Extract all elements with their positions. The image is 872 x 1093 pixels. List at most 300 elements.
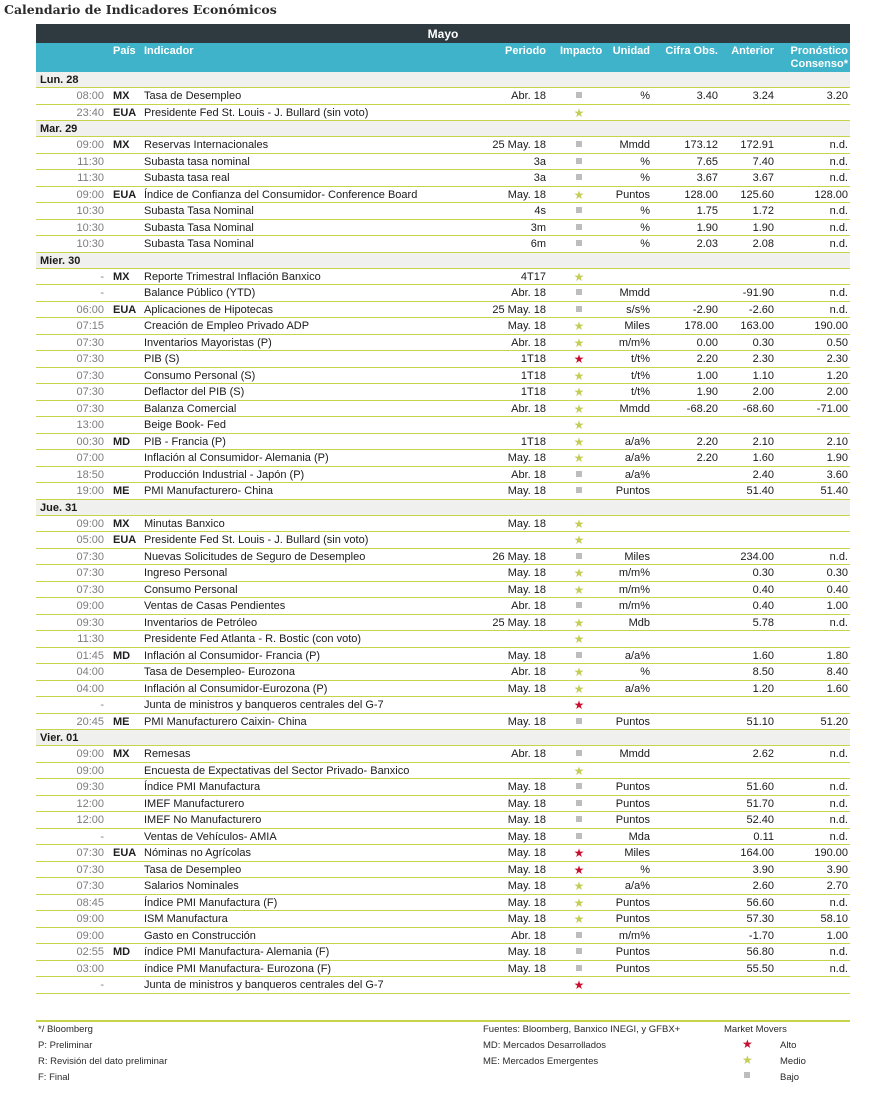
indicator-cell: Tasa de Desempleo bbox=[144, 863, 242, 876]
previous-cell: 1.72 bbox=[752, 205, 774, 217]
impact-low-icon bbox=[572, 467, 586, 483]
period-cell: May. 18 bbox=[507, 682, 546, 695]
unit-cell: Mmdd bbox=[619, 139, 650, 151]
previous-cell: 1.90 bbox=[752, 221, 774, 234]
previous-cell: 51.10 bbox=[746, 715, 774, 728]
indicator-cell: PMI Manufacturero Caixin- China bbox=[144, 715, 307, 728]
indicator-cell: Subasta tasa real bbox=[144, 172, 230, 184]
observed-cell: -2.90 bbox=[692, 303, 718, 316]
period-cell: Abr. 18 bbox=[511, 336, 546, 349]
consensus-cell: n.d. bbox=[829, 814, 848, 826]
impact-medium-star-icon: ★ bbox=[573, 335, 585, 350]
country-cell: EUA bbox=[113, 106, 137, 119]
consensus-cell: n.d. bbox=[829, 896, 848, 909]
indicator-cell: Subasta Tasa Nominal bbox=[144, 238, 254, 250]
table-row bbox=[36, 532, 850, 549]
indicator-cell: Balance Público (YTD) bbox=[144, 287, 256, 299]
table-row bbox=[36, 812, 850, 829]
period-cell: May. 18 bbox=[507, 320, 546, 332]
consensus-cell: n.d. bbox=[829, 781, 848, 793]
consensus-cell: n.d. bbox=[829, 797, 848, 810]
col-obs: Cifra Obs. bbox=[665, 45, 718, 57]
table-row bbox=[36, 368, 850, 385]
indicator-cell: Inventarios Mayoristas (P) bbox=[144, 336, 272, 349]
day-label: Mier. 30 bbox=[40, 254, 81, 267]
time-cell: 07:30 bbox=[76, 880, 104, 892]
time-cell: 09:00 bbox=[76, 764, 104, 777]
consensus-cell: 1.90 bbox=[826, 452, 848, 464]
consensus-cell: n.d. bbox=[829, 946, 848, 958]
previous-cell: 8.50 bbox=[752, 666, 774, 678]
footnote-revision: R: Revisión del dato preliminar bbox=[38, 1056, 168, 1067]
unit-cell: Puntos bbox=[615, 962, 650, 975]
previous-cell: 2.62 bbox=[752, 748, 774, 760]
country-cell: EUA bbox=[113, 303, 137, 316]
table-row bbox=[36, 697, 850, 714]
unit-cell: t/t% bbox=[631, 353, 650, 365]
consensus-cell: n.d. bbox=[829, 748, 848, 760]
table-row bbox=[36, 483, 850, 500]
period-cell: 1T18 bbox=[520, 435, 546, 448]
unit-cell: % bbox=[640, 238, 650, 250]
indicator-cell: Nuevas Solicitudes de Seguro de Desempleo bbox=[144, 550, 366, 563]
unit-cell: t/t% bbox=[631, 369, 650, 382]
indicator-cell: Junta de ministros y banqueros centrales del G-7 bbox=[144, 699, 384, 711]
previous-cell: 2.10 bbox=[752, 435, 774, 448]
day-header-row bbox=[36, 500, 850, 516]
consensus-cell: n.d. bbox=[829, 616, 848, 629]
impact-medium-star-icon: ★ bbox=[573, 533, 585, 547]
footnote-sources: Fuentes: Bloomberg, Banxico INEGI, y GFBX+ bbox=[483, 1024, 681, 1035]
impact-medium-star-icon: ★ bbox=[573, 187, 585, 202]
day-label: Mar. 29 bbox=[40, 123, 78, 135]
impact-medium-star-icon: ★ bbox=[573, 385, 585, 399]
impact-medium-star-icon: ★ bbox=[573, 681, 585, 696]
previous-cell: 1.10 bbox=[752, 369, 774, 382]
period-cell: Abr. 18 bbox=[511, 748, 546, 760]
col-consenso-line2: Consenso* bbox=[790, 58, 848, 70]
indicator-cell: PMI Manufacturero- China bbox=[144, 485, 273, 497]
country-cell: MX bbox=[113, 139, 130, 151]
impact-high-star-icon: ★ bbox=[573, 698, 585, 712]
time-cell: 06:00 bbox=[76, 303, 104, 316]
unit-cell: Mdb bbox=[628, 616, 650, 629]
unit-cell: Puntos bbox=[615, 896, 650, 909]
period-cell: Abr. 18 bbox=[511, 929, 546, 942]
indicator-cell: PIB (S) bbox=[144, 353, 180, 365]
consensus-cell: 58.10 bbox=[820, 913, 848, 925]
impact-medium-star-icon: ★ bbox=[573, 451, 585, 465]
time-cell: 09:00 bbox=[76, 913, 104, 925]
table-row bbox=[36, 911, 850, 928]
consensus-cell: 0.40 bbox=[826, 583, 848, 596]
consensus-cell: n.d. bbox=[829, 287, 848, 299]
time-cell: 09:00 bbox=[76, 929, 104, 942]
unit-cell: a/a% bbox=[624, 435, 650, 448]
period-cell: 25 May. 18 bbox=[492, 616, 546, 629]
consensus-cell: 2.30 bbox=[826, 353, 848, 365]
impact-medium-star-icon: ★ bbox=[573, 418, 585, 432]
table-row bbox=[36, 664, 850, 681]
period-cell: May. 18 bbox=[507, 913, 546, 925]
period-cell: Abr. 18 bbox=[511, 468, 546, 481]
consensus-cell: 2.00 bbox=[826, 386, 848, 398]
indicator-cell: Remesas bbox=[144, 748, 191, 760]
consensus-cell: 1.60 bbox=[826, 682, 848, 695]
previous-cell: -2.60 bbox=[748, 303, 774, 316]
period-cell: 3a bbox=[533, 155, 546, 168]
time-cell: 07:30 bbox=[76, 353, 104, 365]
legend-alto-icon: ★ bbox=[742, 1037, 753, 1051]
table-row bbox=[36, 878, 850, 895]
country-cell: EUA bbox=[113, 534, 137, 546]
table-row bbox=[36, 845, 850, 862]
previous-cell: 56.80 bbox=[746, 946, 774, 958]
previous-cell: 51.40 bbox=[746, 485, 774, 497]
previous-cell: 0.40 bbox=[752, 600, 774, 612]
period-cell: 4s bbox=[534, 205, 546, 217]
time-cell: 09:00 bbox=[76, 748, 104, 760]
time-cell: - bbox=[100, 287, 104, 299]
unit-cell: Puntos bbox=[615, 797, 650, 810]
table-row bbox=[36, 714, 850, 731]
time-cell: 11:30 bbox=[77, 155, 104, 168]
observed-cell: 2.03 bbox=[696, 238, 718, 250]
previous-cell: 3.24 bbox=[752, 90, 774, 102]
consensus-cell: 1.20 bbox=[826, 369, 848, 382]
consensus-cell: 3.60 bbox=[826, 468, 848, 481]
day-label: Vier. 01 bbox=[40, 732, 79, 744]
table-row bbox=[36, 631, 850, 648]
time-cell: 07:30 bbox=[76, 386, 104, 398]
impact-low-icon bbox=[572, 812, 586, 828]
impact-medium-star-icon: ★ bbox=[573, 434, 585, 449]
previous-cell: -91.90 bbox=[742, 287, 774, 299]
time-cell: 07:30 bbox=[76, 567, 104, 579]
unit-cell: Miles bbox=[624, 550, 650, 563]
country-cell: MX bbox=[113, 90, 130, 102]
indicator-cell: Creación de Empleo Privado ADP bbox=[144, 320, 310, 332]
impact-low-icon bbox=[572, 170, 586, 186]
period-cell: 6m bbox=[530, 238, 546, 250]
impact-high-star-icon: ★ bbox=[573, 352, 585, 366]
time-cell: 09:00 bbox=[76, 517, 104, 530]
unit-cell: Puntos bbox=[615, 715, 650, 728]
consensus-cell: 8.40 bbox=[826, 666, 848, 678]
consensus-cell: -71.00 bbox=[816, 402, 848, 415]
indicators-table bbox=[36, 24, 850, 994]
previous-cell: 2.30 bbox=[752, 353, 774, 365]
table-row bbox=[36, 779, 850, 796]
indicator-cell: Índice PMI Manufactura bbox=[144, 781, 261, 793]
table-row bbox=[36, 220, 850, 237]
impact-low-icon bbox=[572, 598, 586, 614]
indicator-cell: Subasta tasa nominal bbox=[144, 155, 250, 168]
time-cell: 07:30 bbox=[76, 369, 104, 382]
impact-medium-star-icon: ★ bbox=[573, 879, 585, 893]
consensus-cell: 2.70 bbox=[826, 880, 848, 892]
indicator-cell: Nóminas no Agrícolas bbox=[144, 847, 251, 859]
indicator-cell: Presidente Fed St. Louis - J. Bullard (sin voto) bbox=[144, 534, 369, 546]
time-cell: 11:30 bbox=[77, 633, 104, 645]
previous-cell: -68.60 bbox=[742, 402, 774, 415]
consensus-cell: n.d. bbox=[829, 830, 848, 843]
time-cell: 07:15 bbox=[76, 320, 104, 332]
period-cell: May. 18 bbox=[507, 863, 546, 876]
unit-cell: Mmdd bbox=[619, 402, 650, 415]
consensus-cell: 128.00 bbox=[814, 188, 848, 201]
impact-low-icon bbox=[572, 928, 586, 944]
country-cell: EUA bbox=[113, 847, 137, 859]
table-row bbox=[36, 648, 850, 665]
unit-cell: % bbox=[640, 172, 650, 184]
time-cell: 01:45 bbox=[76, 649, 104, 662]
unit-cell: % bbox=[640, 666, 650, 678]
consensus-cell: 51.20 bbox=[820, 715, 848, 728]
table-row bbox=[36, 203, 850, 220]
previous-cell: 125.60 bbox=[740, 188, 774, 201]
table-row bbox=[36, 944, 850, 961]
time-cell: 02:55 bbox=[76, 946, 104, 958]
impact-low-icon bbox=[572, 746, 586, 762]
previous-cell: 56.60 bbox=[746, 896, 774, 909]
indicator-cell: Inflación al Consumidor- Francia (P) bbox=[144, 649, 321, 662]
consensus-cell: 2.10 bbox=[826, 435, 848, 448]
time-cell: 07:00 bbox=[76, 452, 104, 464]
time-cell: 08:45 bbox=[76, 896, 104, 909]
impact-medium-star-icon: ★ bbox=[573, 368, 585, 383]
previous-cell: 172.91 bbox=[740, 139, 774, 151]
period-cell: 3m bbox=[530, 221, 546, 234]
indicator-cell: Consumo Personal (S) bbox=[144, 369, 256, 382]
period-cell: May. 18 bbox=[507, 567, 546, 579]
time-cell: 08:00 bbox=[76, 90, 104, 102]
impact-medium-star-icon: ★ bbox=[573, 615, 585, 630]
indicator-cell: Salarios Nominales bbox=[144, 880, 239, 892]
footnote-preliminar: P: Preliminar bbox=[38, 1040, 93, 1051]
impact-low-icon bbox=[572, 137, 586, 153]
impact-high-star-icon: ★ bbox=[573, 846, 585, 860]
indicator-cell: IMEF No Manufacturero bbox=[144, 814, 262, 826]
time-cell: 07:30 bbox=[76, 336, 104, 349]
previous-cell: 164.00 bbox=[740, 847, 774, 859]
period-cell: 26 May. 18 bbox=[492, 550, 546, 563]
table-row bbox=[36, 154, 850, 171]
impact-medium-star-icon: ★ bbox=[573, 895, 585, 910]
time-cell: 10:30 bbox=[76, 205, 104, 217]
impact-medium-star-icon: ★ bbox=[573, 912, 585, 926]
col-periodo: Periodo bbox=[505, 45, 546, 57]
indicator-cell: Ventas de Vehículos- AMIA bbox=[144, 830, 277, 843]
indicator-cell: Reservas Internacionales bbox=[144, 139, 269, 151]
observed-cell: 178.00 bbox=[684, 320, 718, 332]
period-cell: May. 18 bbox=[507, 188, 546, 201]
indicator-cell: Reporte Trimestral Inflación Banxico bbox=[144, 270, 321, 283]
impact-low-icon bbox=[572, 220, 586, 236]
table-row bbox=[36, 434, 850, 451]
time-cell: 10:30 bbox=[76, 238, 104, 250]
col-pais: País bbox=[113, 45, 136, 57]
period-cell: 25 May. 18 bbox=[492, 139, 546, 151]
previous-cell: 163.00 bbox=[740, 320, 774, 332]
time-cell: 09:00 bbox=[76, 139, 104, 151]
period-cell: Abr. 18 bbox=[511, 90, 546, 102]
time-cell: 07:30 bbox=[76, 550, 104, 563]
previous-cell: 234.00 bbox=[740, 550, 774, 563]
country-cell: MX bbox=[113, 748, 130, 760]
indicator-cell: Encuesta de Expectativas del Sector Privado- Banxico bbox=[144, 764, 410, 777]
unit-cell: % bbox=[640, 205, 650, 217]
time-cell: 09:30 bbox=[76, 616, 104, 629]
previous-cell: 0.30 bbox=[752, 336, 774, 349]
unit-cell: Puntos bbox=[615, 913, 650, 925]
col-unidad: Unidad bbox=[612, 45, 650, 57]
previous-cell: 1.20 bbox=[752, 682, 774, 695]
indicator-cell: Junta de ministros y banqueros centrales del G-7 bbox=[144, 979, 384, 991]
impact-medium-star-icon: ★ bbox=[573, 582, 585, 597]
indicator-cell: Tasa de Desempleo- Eurozona bbox=[144, 666, 296, 678]
country-cell: MD bbox=[113, 435, 131, 448]
time-cell: 07:30 bbox=[76, 583, 104, 596]
unit-cell: Puntos bbox=[615, 781, 650, 793]
consensus-cell: n.d. bbox=[829, 550, 848, 563]
table-row bbox=[36, 401, 850, 418]
previous-cell: 5.78 bbox=[752, 616, 774, 629]
day-header-row bbox=[36, 72, 850, 88]
unit-cell: Puntos bbox=[615, 188, 650, 201]
unit-cell: t/t% bbox=[631, 386, 650, 398]
period-cell: Abr. 18 bbox=[511, 287, 546, 299]
table-row bbox=[36, 105, 850, 122]
table-row bbox=[36, 450, 850, 467]
unit-cell: a/a% bbox=[624, 468, 650, 481]
time-cell: 23:40 bbox=[76, 106, 104, 119]
impact-low-icon bbox=[572, 714, 586, 730]
month-header: Mayo bbox=[36, 24, 850, 43]
indicator-cell: Minutas Banxico bbox=[144, 517, 225, 530]
time-cell: 07:30 bbox=[76, 402, 104, 415]
impact-medium-star-icon: ★ bbox=[573, 401, 585, 416]
observed-cell: 2.20 bbox=[696, 353, 718, 365]
impact-low-icon bbox=[572, 779, 586, 795]
observed-cell: 7.65 bbox=[696, 155, 718, 168]
unit-cell: m/m% bbox=[618, 336, 650, 349]
indicator-cell: Ventas de Casas Pendientes bbox=[144, 600, 286, 612]
previous-cell: 1.60 bbox=[752, 452, 774, 464]
unit-cell: Mmdd bbox=[619, 748, 650, 760]
market-movers-title: Market Movers bbox=[724, 1024, 787, 1035]
indicator-cell: Ingreso Personal bbox=[144, 567, 228, 579]
indicator-cell: Beige Book- Fed bbox=[144, 419, 226, 431]
observed-cell: -68.20 bbox=[686, 402, 718, 415]
previous-cell: 52.40 bbox=[746, 814, 774, 826]
consensus-cell: 51.40 bbox=[820, 485, 848, 497]
indicator-cell: Gasto en Construcción bbox=[144, 929, 256, 942]
unit-cell: Mda bbox=[628, 830, 650, 843]
observed-cell: 3.40 bbox=[696, 90, 718, 102]
country-cell: MX bbox=[113, 270, 130, 283]
period-cell: May. 18 bbox=[507, 485, 546, 497]
time-cell: 12:00 bbox=[76, 797, 104, 810]
consensus-cell: 0.30 bbox=[826, 567, 848, 579]
period-cell: May. 18 bbox=[507, 880, 546, 892]
consensus-cell: 3.20 bbox=[826, 90, 848, 102]
consensus-cell: n.d. bbox=[829, 221, 848, 234]
day-header-row bbox=[36, 730, 850, 746]
consensus-cell: 1.80 bbox=[826, 649, 848, 662]
col-impacto: Impacto bbox=[560, 45, 603, 57]
impact-medium-star-icon: ★ bbox=[573, 566, 585, 580]
table-row bbox=[36, 467, 850, 484]
consensus-cell: n.d. bbox=[829, 155, 848, 168]
consensus-cell: 0.50 bbox=[826, 336, 848, 349]
table-row bbox=[36, 516, 850, 533]
impact-low-icon bbox=[572, 203, 586, 219]
indicator-cell: Producción Industrial - Japón (P) bbox=[144, 468, 305, 481]
legend-alto-label: Alto bbox=[780, 1040, 797, 1051]
time-cell: 11:30 bbox=[77, 172, 104, 184]
unit-cell: % bbox=[640, 90, 650, 102]
table-row bbox=[36, 582, 850, 599]
table-row bbox=[36, 351, 850, 368]
observed-cell: 2.20 bbox=[696, 435, 718, 448]
time-cell: 09:30 bbox=[76, 781, 104, 793]
time-cell: 04:00 bbox=[76, 666, 104, 678]
period-cell: May. 18 bbox=[507, 649, 546, 662]
previous-cell: 2.00 bbox=[752, 386, 774, 398]
indicator-cell: ISM Manufactura bbox=[144, 913, 228, 925]
impact-low-icon bbox=[572, 285, 586, 301]
table-row bbox=[36, 977, 850, 994]
consensus-cell: n.d. bbox=[829, 139, 848, 151]
period-cell: May. 18 bbox=[507, 781, 546, 793]
table-row bbox=[36, 895, 850, 912]
footnote-md: MD: Mercados Desarrollados bbox=[483, 1040, 607, 1051]
consensus-cell: 1.00 bbox=[826, 600, 848, 612]
indicator-cell: Índice PMI Manufactura (F) bbox=[144, 896, 278, 909]
table-row bbox=[36, 137, 850, 154]
table-row bbox=[36, 746, 850, 763]
indicator-cell: PIB - Francia (P) bbox=[144, 435, 226, 448]
previous-cell: 0.30 bbox=[752, 567, 774, 579]
consensus-cell: 3.90 bbox=[826, 863, 848, 876]
observed-cell: 1.90 bbox=[696, 221, 718, 234]
table-row bbox=[36, 598, 850, 615]
col-indicador: Indicador bbox=[144, 45, 194, 57]
unit-cell: Puntos bbox=[615, 814, 650, 826]
col-anterior: Anterior bbox=[731, 45, 774, 57]
time-cell: 20:45 bbox=[76, 715, 104, 728]
table-row bbox=[36, 269, 850, 286]
table-row bbox=[36, 335, 850, 352]
observed-cell: 2.20 bbox=[696, 452, 718, 464]
unit-cell: Miles bbox=[624, 320, 650, 332]
table-row bbox=[36, 681, 850, 698]
period-cell: May. 18 bbox=[507, 962, 546, 975]
period-cell: 1T18 bbox=[520, 386, 546, 398]
impact-high-star-icon: ★ bbox=[573, 862, 585, 877]
period-cell: May. 18 bbox=[507, 715, 546, 728]
table-row bbox=[36, 88, 850, 105]
column-header-row bbox=[36, 43, 850, 72]
previous-cell: 0.11 bbox=[753, 830, 774, 843]
indicator-cell: índice PMI Manufactura- Alemania (F) bbox=[144, 946, 330, 958]
table-row bbox=[36, 384, 850, 401]
consensus-cell: n.d. bbox=[829, 962, 848, 975]
observed-cell: 128.00 bbox=[684, 188, 718, 201]
time-cell: 10:30 bbox=[76, 221, 104, 234]
time-cell: - bbox=[100, 979, 104, 991]
